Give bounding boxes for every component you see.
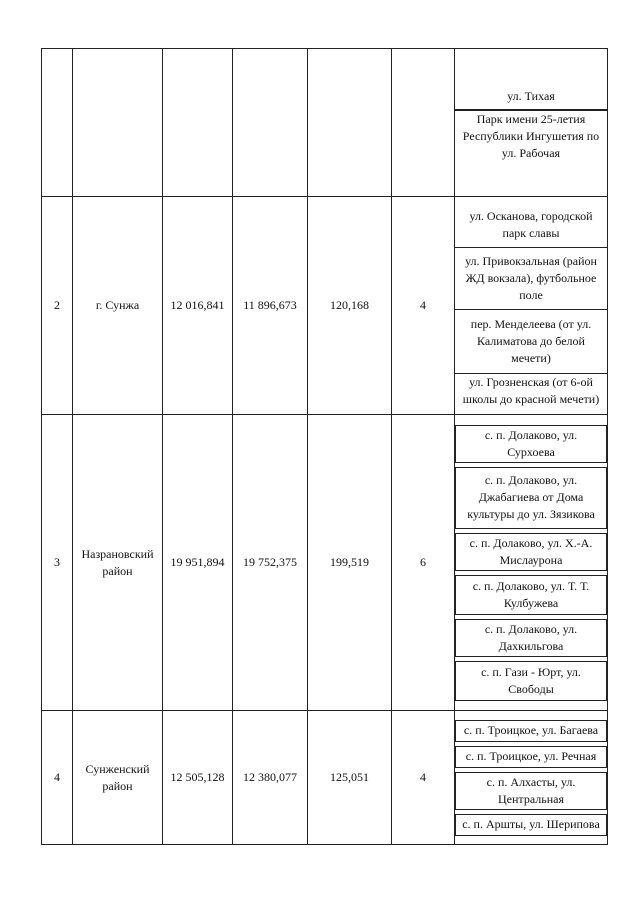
municipality-name: г. Сунжа xyxy=(73,197,163,415)
row-number: 2 xyxy=(42,197,73,415)
municipality-name: Сунженский район xyxy=(73,711,163,845)
total-amount: 19 951,894 xyxy=(163,415,233,711)
address-item: ул. Осканова, городской парк славы xyxy=(455,203,607,248)
object-count: 6 xyxy=(392,415,455,711)
republic-amount xyxy=(233,49,308,197)
row-number: 4 xyxy=(42,711,73,845)
address-item: с. п. Долаково, ул. Х.-А. Мислаурона xyxy=(455,533,607,571)
table-row xyxy=(42,415,608,711)
total-amount: 12 505,128 xyxy=(163,711,233,845)
table-row xyxy=(42,711,608,845)
budget-table xyxy=(41,48,608,845)
total-amount: 12 016,841 xyxy=(163,197,233,415)
row-number: 3 xyxy=(42,415,73,711)
address-list xyxy=(455,711,608,845)
address-item: с. п. Гази - Юрт, ул. Свободы xyxy=(455,661,607,701)
address-item: Парк имени 25-летия Республики Ингушетия по ул. Рабочая xyxy=(455,110,607,162)
table-row xyxy=(42,197,608,415)
address-item: пер. Менделеева (от ул. Калиматова до белой мечети) xyxy=(455,310,607,374)
address-item: ул. Привокзальная (район ЖД вокзала), футбольное поле xyxy=(455,248,607,310)
total-amount xyxy=(163,49,233,197)
local-amount xyxy=(308,49,392,197)
address-list xyxy=(455,415,608,711)
address-item: с. п. Троицкое, ул. Багаева xyxy=(455,720,607,742)
republic-amount: 11 896,673 xyxy=(233,197,308,415)
address-list xyxy=(455,197,608,415)
address-item: с. п. Долаково, ул. Дахкильгова xyxy=(455,619,607,657)
local-amount: 199,519 xyxy=(308,415,392,711)
republic-amount: 12 380,077 xyxy=(233,711,308,845)
address-item: с. п. Троицкое, ул. Речная xyxy=(455,746,607,768)
object-count: 4 xyxy=(392,197,455,415)
local-amount: 125,051 xyxy=(308,711,392,845)
object-count: 4 xyxy=(392,711,455,845)
object-count xyxy=(392,49,455,197)
republic-amount: 19 752,375 xyxy=(233,415,308,711)
address-item: с. п. Алхасты, ул. Центральная xyxy=(455,772,607,810)
municipality-name xyxy=(73,49,163,197)
address-item: с. п. Долаково, ул. Сурхоева xyxy=(455,425,607,463)
address-item: ул. Грозненская (от 6-ой школы до красной мечети) xyxy=(462,375,600,406)
row-number xyxy=(42,49,73,197)
address-item: ул. Тихая xyxy=(455,84,607,110)
address-list xyxy=(455,49,608,197)
address-item: с. п. Аршты, ул. Шерипова xyxy=(455,814,607,836)
address-item: с. п. Долаково, ул. Т. Т. Кулбужева xyxy=(455,575,607,615)
municipality-name: Назрановский район xyxy=(73,415,163,711)
address-item: с. п. Долаково, ул. Джабагиева от Дома культуры до ул. Зязикова xyxy=(455,467,607,529)
local-amount: 120,168 xyxy=(308,197,392,415)
table-row xyxy=(42,49,608,197)
